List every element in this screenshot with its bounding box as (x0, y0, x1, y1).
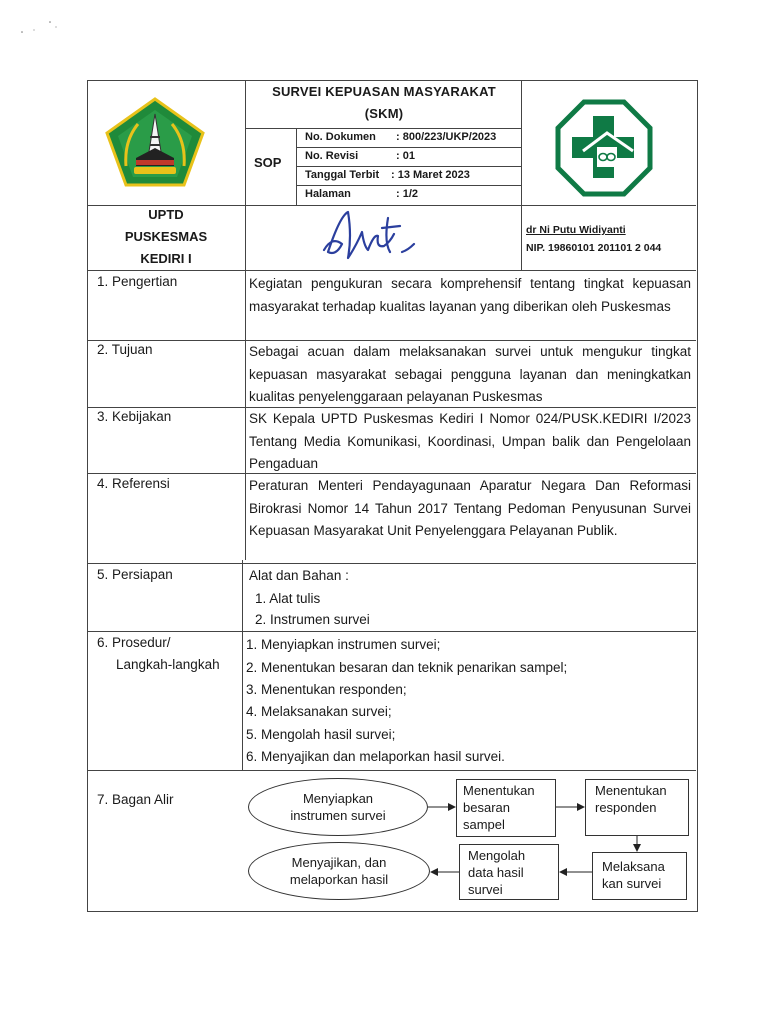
section-prosedur-label-cont: Langkah-langkah (116, 657, 220, 672)
flow-node-line: Melaksana (602, 859, 665, 874)
flow-node-line: Mengolah (468, 848, 526, 863)
flow-node-line: besaran (463, 800, 510, 815)
page-value: : 1/2 (396, 188, 419, 200)
prosedur-step: 4. Melaksanakan survei; (246, 704, 392, 719)
section-persiapan-heading: Alat dan Bahan : (249, 568, 349, 583)
prosedur-step: 5. Mengolah hasil survei; (246, 727, 396, 742)
document-title: SURVEI KEPUASAN MASYARAKAT (272, 84, 496, 99)
org-name-line2: PUSKESMAS (124, 229, 208, 244)
issue-date-value: : 13 Maret 2023 (391, 169, 470, 181)
section-tujuan-text: Sebagai acuan dalam melaksanakan survei untuk mengukur tingkat kepuasan masyarakat sebagai pengguna layanan dan meningkatkan kualitas penyelenggaraan pelayanan Puskesmas (249, 344, 691, 404)
section-pengertian-label: 1. Pengertian (97, 274, 178, 289)
section-kebijakan-label: 3. Kebijakan (97, 409, 172, 424)
section-pengertian-text: Kegiatan pengukuran secara komprehensif tentang tingkat kepuasan masyarakat terhadap kualitas layanan yang diberikan oleh Puskesmas (249, 276, 691, 314)
doc-number-label: No. Dokumen (305, 131, 376, 143)
flow-node-line: melaporkan hasil (289, 872, 389, 887)
section-tujuan-label: 2. Tujuan (97, 342, 153, 357)
doc-number-value: : 800/223/UKP/2023 (396, 131, 497, 143)
revision-value: : 01 (396, 150, 415, 162)
sop-label: SOP (254, 155, 282, 170)
flow-node-line: Menentukan (595, 783, 667, 798)
page-label: Halaman (305, 188, 351, 200)
flow-node-line: Menentukan (463, 783, 535, 798)
section-prosedur-label: 6. Prosedur/ (97, 635, 171, 650)
section-persiapan-label: 5. Persiapan (97, 567, 173, 582)
prosedur-step: 6. Menyajikan dan melaporkan hasil survei. (246, 749, 505, 764)
flow-node-line: sampel (463, 817, 505, 832)
flow-node-line: kan survei (602, 876, 662, 891)
revision-label: No. Revisi (305, 150, 359, 162)
flow-node-line: Menyajikan, dan (291, 855, 387, 870)
document-title-abbrev: (SKM) (364, 106, 404, 121)
section-referensi-text: Peraturan Menteri Pendayagunaan Aparatur Negara Dan Reformasi Birokrasi Nomor 14 Tahun 2017 Tentang Pedoman Penyusunan Survei Kepuasan Masyarakat Unit Penyelenggara Pelayanan Publik. (249, 478, 691, 538)
flow-node-line: Menyiapkan (302, 791, 374, 806)
prosedur-step: 2. Menentukan besaran dan teknik penarikan sampel; (246, 660, 568, 675)
section-referensi-label: 4. Referensi (97, 476, 170, 491)
section-kebijakan-text: SK Kepala UPTD Puskesmas Kediri I Nomor 024/PUSK.KEDIRI I/2023 Tentang Media Komunikasi, Koordinasi, Umpan balik dan Pengelolaan Pengaduan (249, 411, 691, 471)
org-name-line1: UPTD (148, 207, 184, 222)
prosedur-step: 3. Menentukan responden; (246, 682, 407, 697)
flow-node-line: instrumen survei (290, 808, 386, 823)
org-name-line3: KEDIRI I (140, 251, 192, 266)
flow-node-line: responden (595, 800, 657, 815)
issue-date-label: Tanggal Terbit (305, 169, 380, 181)
prosedur-step: 1. Menyiapkan instrumen survei; (246, 637, 441, 652)
signatory-nip: NIP. 19860101 201101 2 044 (526, 242, 662, 254)
persiapan-item: 2. Instrumen survei (255, 612, 370, 627)
section-bagan-label: 7. Bagan Alir (97, 792, 174, 807)
flow-node-line: data hasil (468, 865, 524, 880)
signatory-name: dr Ni Putu Widiyanti (526, 224, 626, 236)
flow-node-line: survei (468, 882, 503, 897)
persiapan-item: 1. Alat tulis (255, 591, 321, 606)
